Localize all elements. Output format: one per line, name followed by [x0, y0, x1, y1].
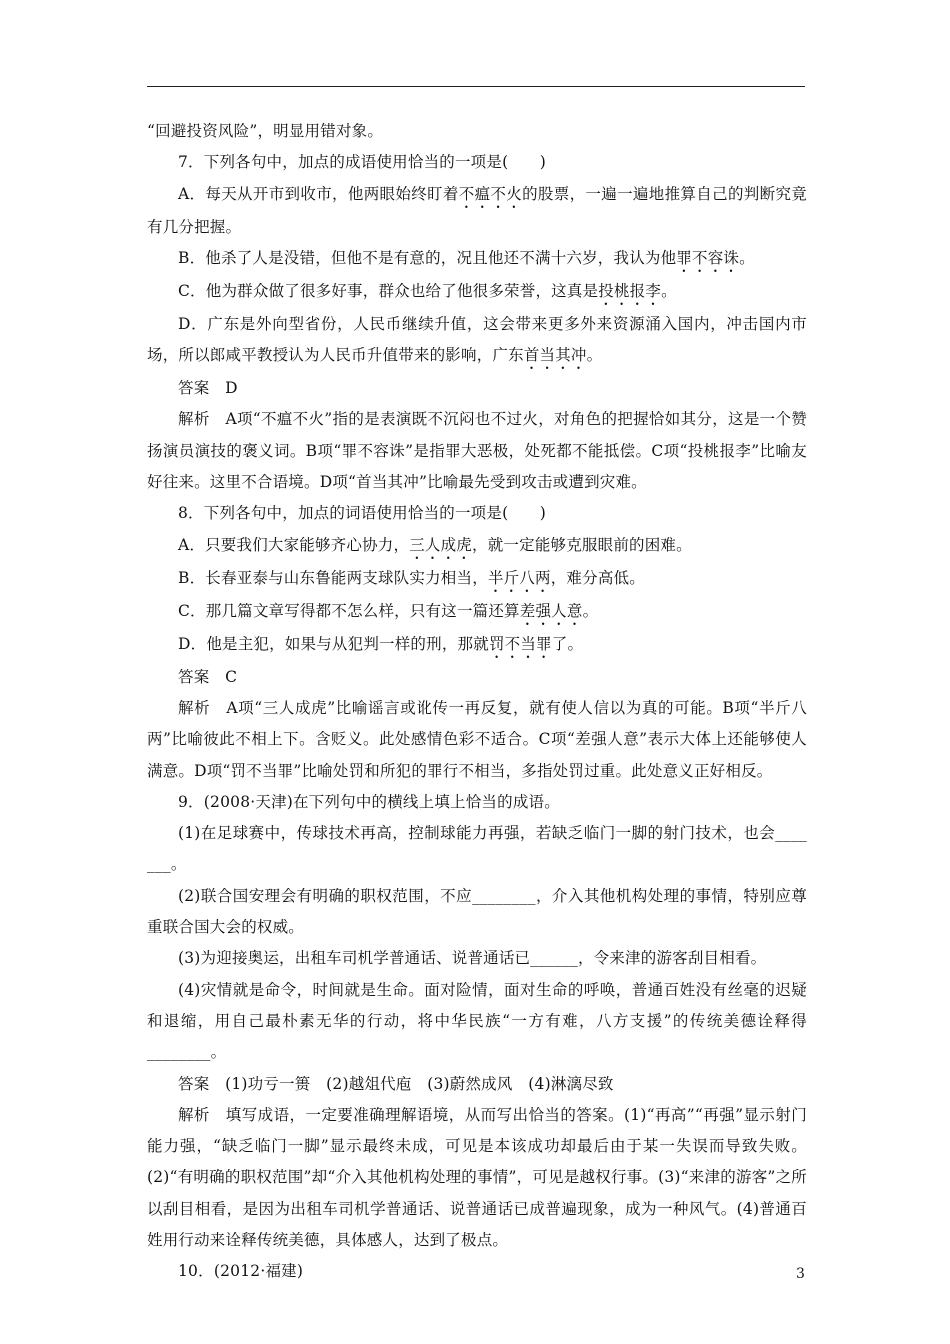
question-7-analysis: 解析 A项“不瘟不火”指的是表演既不沉闷也不过火，对角色的把握恰如其分，这是一个赞扬演员演技的褒义词。B项“罪不容诛”是指罪大恶极，处死都不能抵偿。C项“投桃报李”比喻友好往来。这里不合语境。D项“首当其冲”比喻最先受到攻击或遭到灾难。 — [147, 410, 807, 492]
question-10-stem: 10．(2012·福建) — [178, 1262, 304, 1281]
question-7-answer: 答案 D — [178, 379, 238, 398]
dotted-idiom: 三人成虎 — [409, 535, 473, 554]
dotted-idiom: 投桃报李 — [598, 281, 662, 300]
question-7-option-a: A．每天从开市到收市，他两眼始终盯着不瘟不火的股票，一遍一遍地推算自己的判断究竟有几分把握。 — [147, 184, 807, 236]
question-7-option-d: D．广东是外向型省份，人民币继续升值，这会带来更多外来资源涌入国内，冲击国内市场，所以郎咸平教授认为人民币升值带来的影响，广东首当其冲。 — [147, 314, 807, 365]
header-rule — [147, 86, 805, 87]
page-number: 3 — [796, 1266, 805, 1282]
question-7-option-b: B．他杀了人是没错，但他不是有意的，况且他还不满十六岁，我认为他罪不容诛。 — [178, 248, 755, 267]
question-8-option-c: C．那几篇文章写得都不怎么样，只有这一篇还算差强人意。 — [178, 601, 599, 620]
question-9-sentence-4: (4)灾情就是命令，时间就是生命。面对险情，面对生命的呼唤，普通百姓没有丝毫的迟疑和退缩，用自己最朴素无华的行动，将中华民族“一方有难，八方支援”的传统美德诠释得________。 — [147, 980, 807, 1062]
dotted-idiom: 罪不容诛 — [676, 248, 740, 267]
question-9-sentence-2: (2)联合国安理会有明确的职权范围，不应________，介入其他机构处理的事情，特别应尊重联合国大会的权威。 — [147, 886, 807, 937]
text-line: “回避投资风险”，明显用错对象。 — [147, 122, 384, 140]
dotted-idiom: 半斤八两 — [487, 568, 551, 587]
page-content — [147, 116, 807, 1288]
question-8-option-a: A．只要我们大家能够齐心协力，三人成虎，就一定能够克服眼前的困难。 — [178, 535, 692, 554]
question-9-analysis: 解析 填写成语，一定要准确理解语境，从而写出恰当的答案。(1)“再高”“再强”显示射门能力强，“缺乏临门一脚”显示最终未成，可见是本该成功却最后由于某一失误而导致失败。(2)“有明确的职权范围”却“介入其他机构处理的事情”，可见是越权行事。(3)“来津的游客”之所以刮目相看，是因为出租车司机学普通话、说普通话已成普遍现象，成为一种风气。(4)普通百姓用行动来诠释传统美德，具体感人，达到了极点。 — [147, 1105, 807, 1250]
question-7-stem: 7．下列各句中，加点的成语使用恰当的一项是( ) — [178, 153, 546, 172]
dotted-idiom: 首当其冲 — [523, 346, 587, 365]
question-8-stem: 8．下列各句中，加点的词语使用恰当的一项是( ) — [178, 504, 546, 523]
dotted-idiom: 不瘟不火 — [458, 184, 523, 203]
question-9-sentence-1: (1)在足球赛中，传球技术再高，控制球能力再强，若缺乏临门一脚的射门技术，也会____ ___。 — [147, 824, 807, 874]
question-8-option-b: B．长春亚泰与山东鲁能两支球队实力相当，半斤八两，难分高低。 — [178, 568, 645, 587]
question-8-answer: 答案 C — [178, 667, 238, 686]
question-9-answer: 答案 (1)功亏一篑 (2)越俎代庖 (3)蔚然成风 (4)淋漓尽致 — [178, 1074, 614, 1093]
question-8-analysis: 解析 A项“三人成虎”比喻谣言或讹传一再反复，就有使人信以为真的可能。B项“半斤八两”比喻彼此不相上下。含贬义。此处感情色彩不适合。C项“差强人意”表示大体上还能够使人满意。D项“罚不当罪”比喻处罚和所犯的罪行不相当，多指处罚过重。此处意义正好相反。 — [147, 698, 807, 780]
dotted-idiom: 罚不当罪 — [488, 634, 552, 653]
question-9-stem: 9．(2008·天津)在下列句中的横线上填上恰当的成语。 — [178, 792, 560, 811]
question-8-option-d: D．他是主犯，如果与从犯判一样的刑，那就罚不当罪了。 — [178, 634, 584, 653]
question-9-sentence-3: (3)为迎接奥运，出租车司机学普通话、说普通话已______，令来津的游客刮目相看。 — [178, 949, 767, 968]
dotted-idiom: 差强人意 — [519, 601, 583, 620]
question-7-option-c: C．他为群众做了很多好事，群众也给了他很多荣誉，这真是投桃报李。 — [178, 281, 677, 300]
